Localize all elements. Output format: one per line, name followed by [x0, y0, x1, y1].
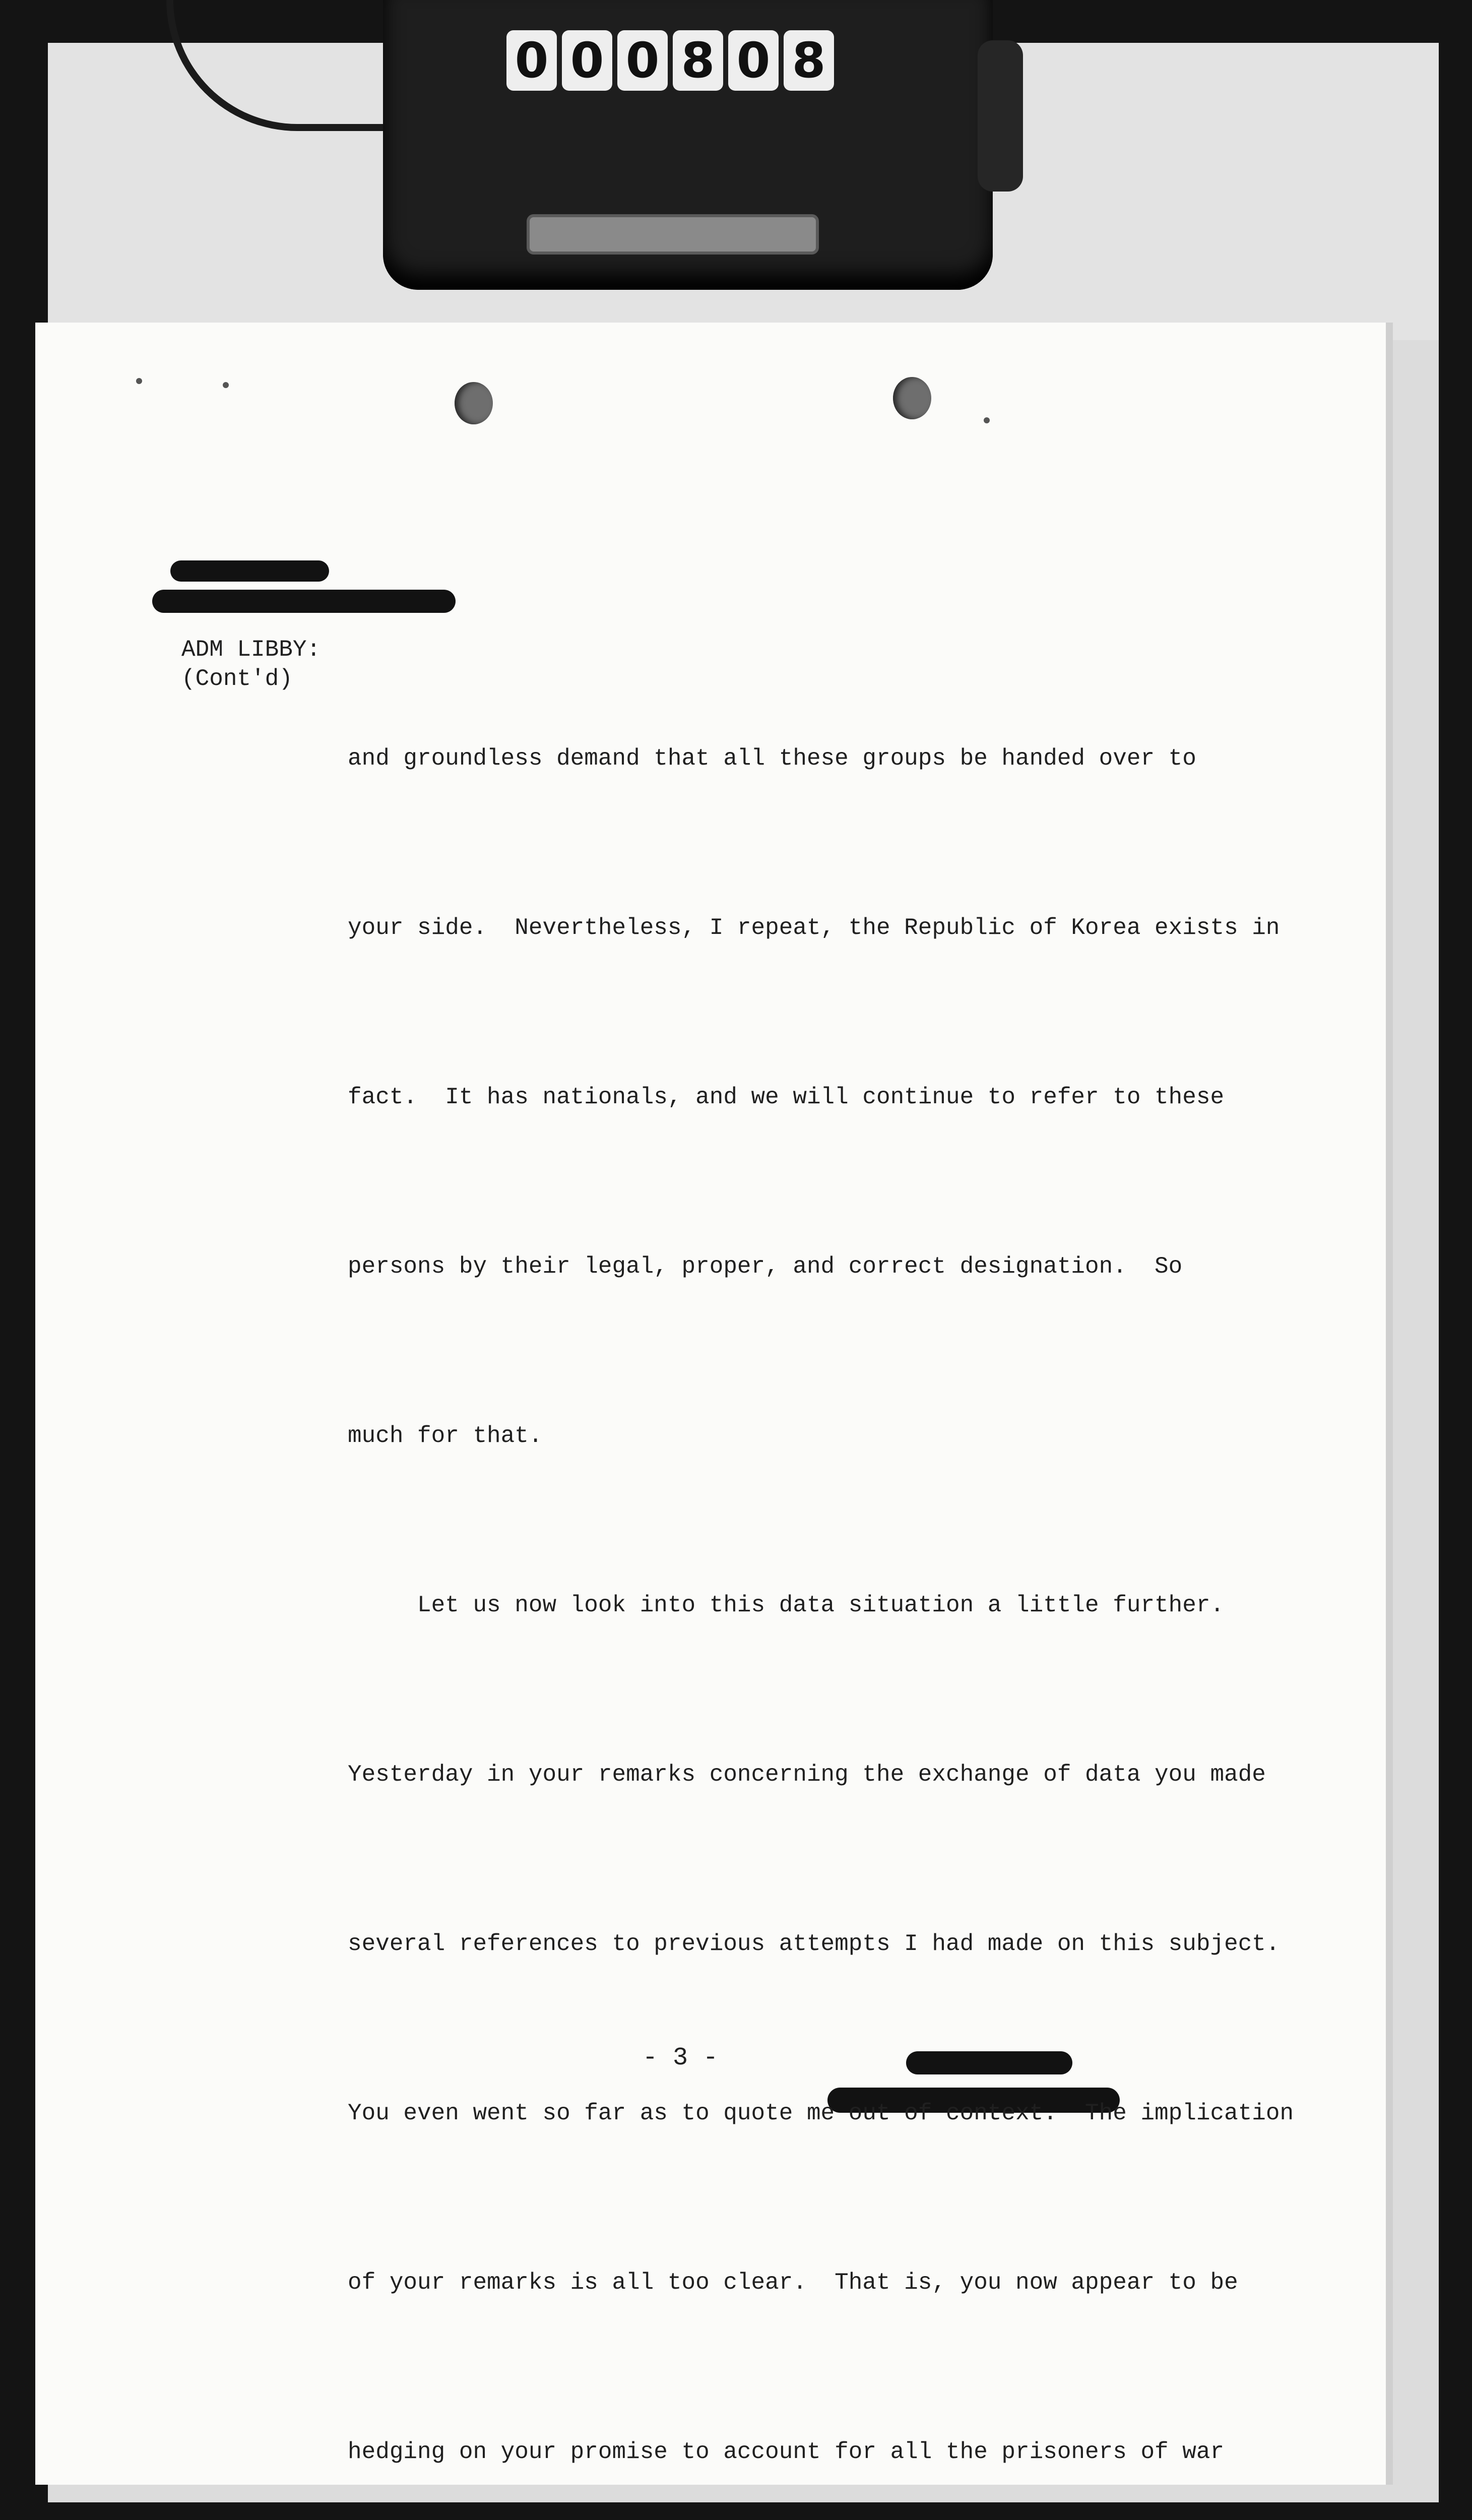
body-line: and groundless demand that all these groups be handed over to [348, 745, 1196, 772]
counter-digit: 8 [784, 30, 834, 91]
body-line: your side. Nevertheless, I repeat, the Republic of Korea exists in [348, 915, 1280, 941]
counter-digit: 8 [673, 30, 723, 91]
body-line: hedging on your promise to account for all the prisoners of war [348, 2439, 1225, 2465]
body-line: several references to previous attempts I had made on this subject. [348, 1931, 1280, 1957]
paper-speck [984, 417, 990, 423]
counter-digit: 0 [728, 30, 779, 91]
body-line: fact. It has nationals, and we will continue to refer to these [348, 1084, 1225, 1110]
page-number: - 3 - [643, 2044, 719, 2072]
paper-speck [136, 378, 142, 384]
document-body [348, 617, 1294, 2520]
body-line: You even went so far as to quote me out of context. The implication [348, 2100, 1294, 2126]
body-line: Let us now look into this data situation a little further. [348, 1592, 1225, 1618]
punch-hole [455, 382, 493, 424]
redaction-bar [170, 560, 329, 582]
counter-digits [506, 30, 854, 91]
punch-hole [893, 377, 931, 419]
speaker-continued: (Cont'd) [181, 666, 293, 692]
body-line: persons by their legal, proper, and correct designation. So [348, 1253, 1183, 1280]
counter-digit: 0 [562, 30, 612, 91]
body-line: of your remarks is all too clear. That is, you now appear to be [348, 2270, 1238, 2296]
body-line: much for that. [348, 1423, 543, 1449]
redaction-bar [152, 590, 456, 613]
speaker-name: ADM LIBBY: [181, 637, 321, 663]
counter-digit: 0 [617, 30, 668, 91]
speaker-label [181, 635, 321, 694]
counter-knob [978, 40, 1023, 192]
paper-speck [223, 382, 229, 388]
body-line: Yesterday in your remarks concerning the exchange of data you made [348, 1761, 1266, 1788]
counter-digit: 0 [506, 30, 557, 91]
counter-plate [527, 214, 819, 255]
